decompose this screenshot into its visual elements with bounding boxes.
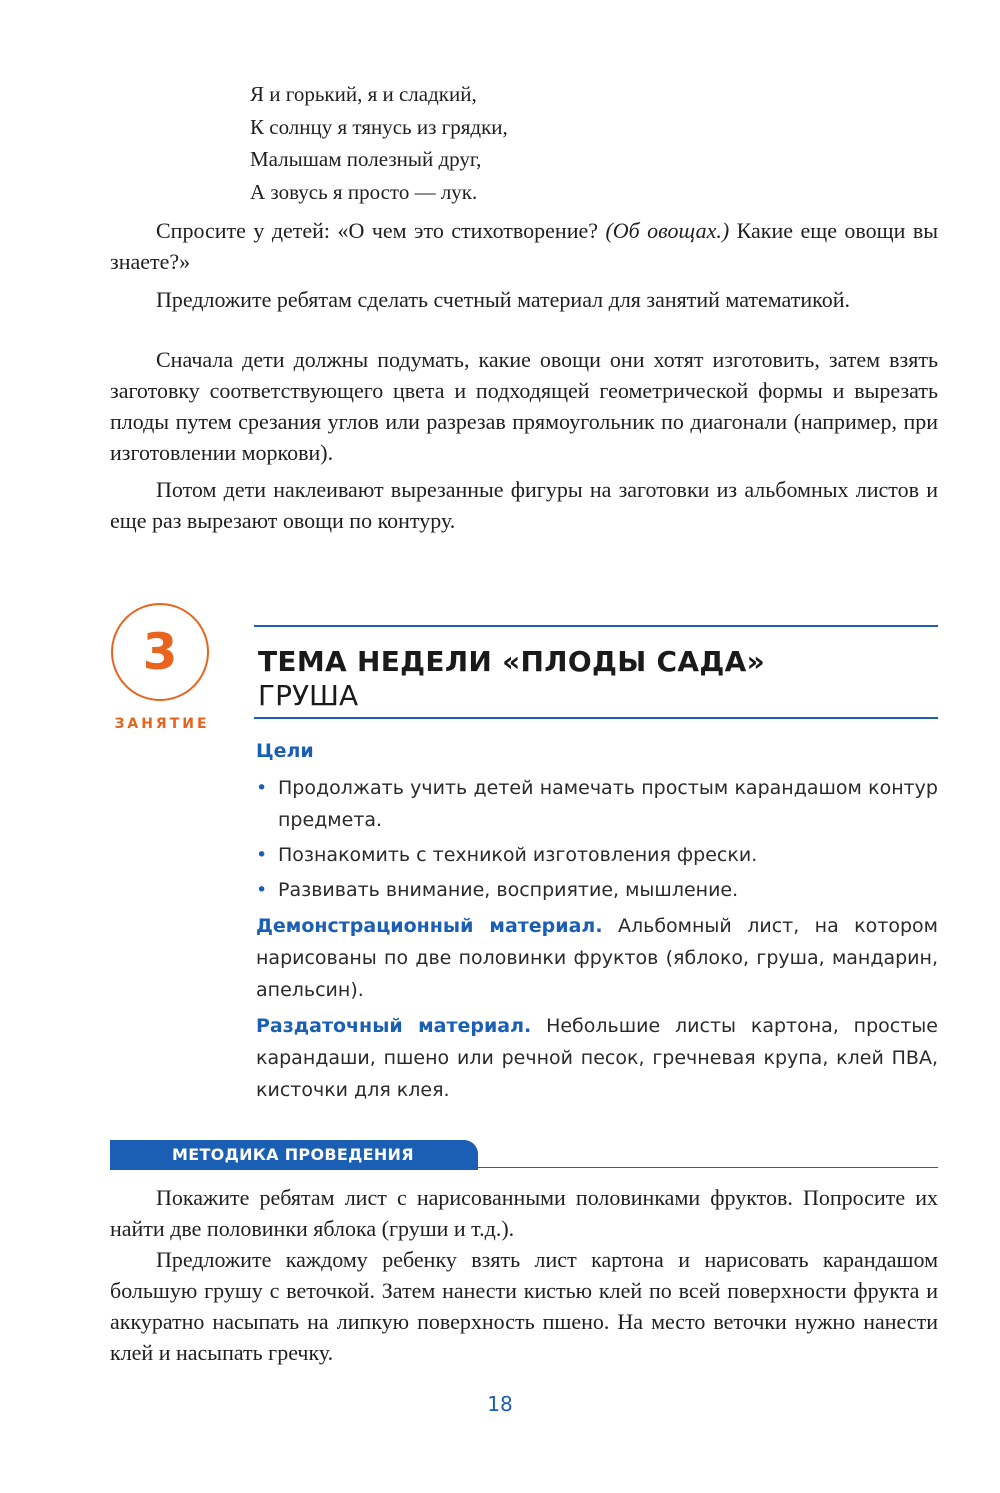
demo-material-text: Альбомный лист, на котором нарисованы по две половинки фруктов (яблоко, груша, мандарин, апельсин). xyxy=(256,915,938,1001)
goal-text: Познакомить с техникой изготовления фрески. xyxy=(278,844,758,866)
lesson-title-topic: ГРУША xyxy=(258,679,359,712)
title-top-rule xyxy=(254,625,938,627)
poem xyxy=(250,78,508,208)
lesson-number-circle xyxy=(111,603,209,701)
intro-paragraph-2 xyxy=(110,284,938,315)
lesson-label: ЗАНЯТИЕ xyxy=(114,716,210,732)
poem-line: К солнцу я тянусь из грядки, xyxy=(250,114,508,139)
poem-line: Я и горький, я и сладкий, xyxy=(250,82,477,106)
method-heading-rule xyxy=(478,1167,938,1168)
goals-heading: Цели xyxy=(256,740,314,762)
goals-list xyxy=(256,772,938,909)
handout-material-text: Небольшие листы картона, простые карандаши, пшено или речной песок, гречневая крупа, клей ПВА, кисточки для клея. xyxy=(256,1015,938,1101)
bullet-icon: • xyxy=(256,879,268,901)
page-number: 18 xyxy=(487,1392,513,1416)
goal-item xyxy=(256,874,938,906)
demo-material xyxy=(256,910,938,1006)
intro-p1-answer: (Об овощах.) xyxy=(605,218,730,243)
goal-text: Развивать внимание, восприятие, мышление. xyxy=(278,879,739,901)
method-heading: МЕТОДИКА ПРОВЕДЕНИЯ xyxy=(110,1140,478,1170)
demo-material-label: Демонстрационный материал. xyxy=(256,915,603,937)
goal-item xyxy=(256,839,938,871)
title-bottom-rule xyxy=(254,717,938,719)
lesson-title xyxy=(258,645,765,713)
bullet-icon: • xyxy=(256,844,268,866)
poem-line: Малышам полезный друг, xyxy=(250,147,482,171)
intro-p1-start: Спросите у детей: «О чем это стихотворение? xyxy=(156,218,606,243)
intro-paragraph-4 xyxy=(110,474,938,536)
method-paragraph-1 xyxy=(110,1182,938,1244)
handout-material xyxy=(256,1010,938,1106)
intro-paragraph-3 xyxy=(110,344,938,468)
method-p1-text: Покажите ребятам лист с нарисованными половинками фруктов. Попросите их найти две половинки яблока (груши и т.д.). xyxy=(110,1185,938,1241)
goal-item xyxy=(256,772,938,836)
intro-p1-end: Какие еще овощи вы знаете?» xyxy=(110,218,938,274)
intro-p2-text: Предложите ребятам сделать счетный материал для занятий математикой. xyxy=(156,287,850,312)
intro-p4-text: Потом дети наклеивают вырезанные фигуры на заготовки из альбомных листов и еще раз вырезают овощи по контуру. xyxy=(110,477,938,533)
method-p2-text: Предложите каждому ребенку взять лист картона и нарисовать карандашом большую грушу с веточкой. Затем нанести кистью клей по всей поверхности фрукта и аккуратно насыпать на липкую поверхность пшено. На место веточки нужно нанести клей и насыпать гречку. xyxy=(110,1247,938,1365)
intro-p3-text: Сначала дети должны подумать, какие овощи они хотят изготовить, затем взять заготовку соответствующего цвета и подходящей геометрической формы и вырезать плоды путем срезания углов или разрезав прямоугольник по диагонали (например, при изготовлении моркови). xyxy=(110,347,938,465)
intro-paragraph-1 xyxy=(110,215,938,277)
method-paragraph-2 xyxy=(110,1244,938,1368)
handout-material-label: Раздаточный материал. xyxy=(256,1015,532,1037)
lesson-title-theme: ТЕМА НЕДЕЛИ «ПЛОДЫ САДА» xyxy=(258,645,765,678)
lesson-number: 3 xyxy=(142,623,178,681)
poem-line: А зовусь я просто — лук. xyxy=(250,179,478,204)
goal-text: Продолжать учить детей намечать простым карандашом контур предмета. xyxy=(278,777,938,831)
bullet-icon: • xyxy=(256,777,268,799)
